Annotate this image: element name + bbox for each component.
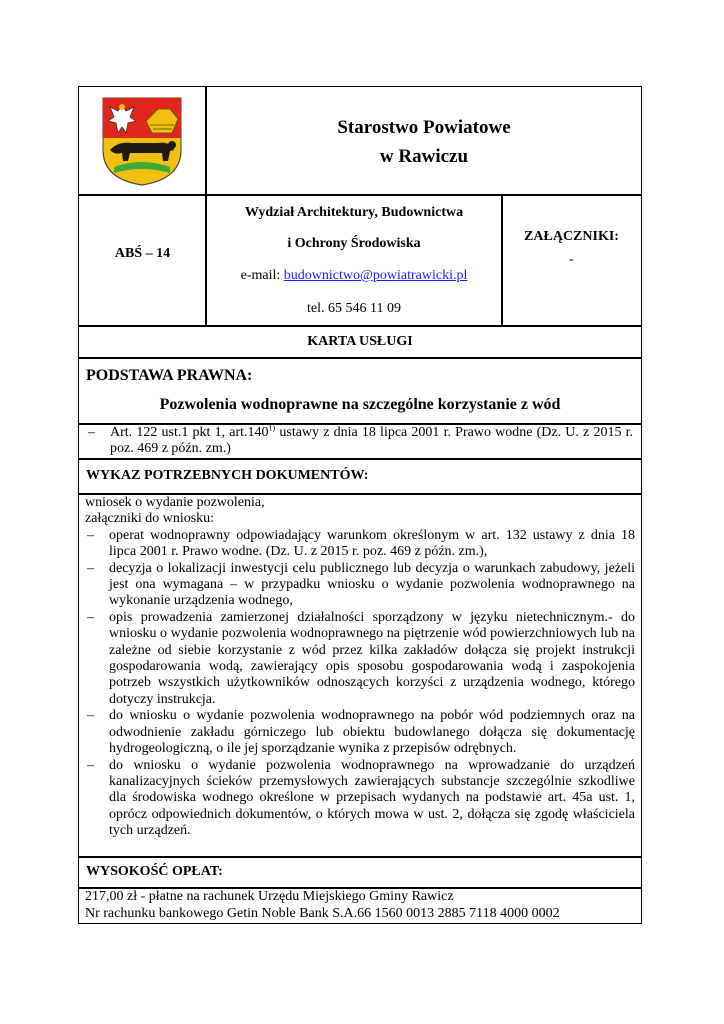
document-item: – operat wodnoprawny odpowiadający warunkom określonym w art. 132 ustawy z dnia 18 lipca 2001 r. Prawo wodne. (Dz. U. z 2015 r. poz. 469 z późn. zm.), (85, 528, 635, 561)
department-name-line2: i Ochrony Środowiska (287, 236, 421, 251)
email-prefix: e-mail: (240, 268, 284, 283)
documents-list (85, 495, 635, 840)
legal-basis-heading: PODSTAWA PRAWNA: (86, 367, 253, 384)
office-name-line1: Starostwo Powiatowe (337, 117, 511, 138)
department-phone: tel. 65 546 11 09 (307, 301, 401, 316)
karta-uslugi-title: KARTA USŁUGI (307, 334, 413, 349)
fees-bank-account: Nr rachunku bankowego Getin Noble Bank S.A.66 1560 0013 2885 7118 4000 0002 (85, 906, 560, 921)
fees-heading: WYSOKOŚĆ OPŁAT: (86, 864, 223, 879)
attachments-value: - (569, 252, 574, 267)
email-link[interactable]: budownictwo@powiatrawicki.pl (283, 268, 468, 283)
document-item: – decyzja o lokalizacji inwestycji celu publicznego lub decyzja o warunkach zabudowy, jeżeli jest ona wymagana – w przypadku wniosku o wydanie pozwolenia wodnoprawnego na wykonanie urządzenia wodnego, (85, 561, 635, 610)
fees-amount: 217,00 zł - płatne na rachunek Urzędu Miejskiego Gminy Rawicz (85, 889, 454, 904)
legal-article-footnote: 1) (268, 423, 276, 433)
attachments-label: ZAŁĄCZNIKI: (524, 229, 619, 244)
legal-article-item (86, 425, 633, 458)
documents-intro-line1: wniosek o wydanie pozwolenia, (85, 495, 265, 510)
document-item: – do wniosku o wydanie pozwolenia wodnoprawnego na pobór wód podziemnych oraz na odwodnienie zakładu górniczego lub obiektu budowlanego dołącza się dokumentację hydrogeologiczną, o ile jej sporządzanie wynika z przepisów odrębnych. (85, 708, 635, 757)
header-title-cell (205, 86, 642, 196)
document-item: – opis prowadzenia zamierzonej działalności sporządzony w języku nietechnicznym.- do wniosku o wydanie pozwolenia wodnoprawnego na piętrzenie wód powierzchniowych lub na zależne od siebie korzystanie z wód przez kilka zakładów dołącza się projekt instrukcji gospodarowania wodą, zawierający opis sposobu gospodarowania wodą i zaspokojenia potrzeb wszystkich użytkowników odnoszących korzyści z urządzenia wodnego, którego dotyczy instrukcja. (85, 610, 635, 708)
documents-intro-line2: załączniki do wniosku: (85, 511, 215, 527)
legal-article-text-b: ustawy z dnia 18 lipca 2001 r. Prawo wodne (Dz. U. z 2015 r. poz. 469 z późn. zm.) (110, 425, 634, 457)
legal-basis-subtitle: Pozwolenia wodnoprawne na szczególne korzystanie z wód (159, 396, 561, 413)
office-name-line2: w Rawiczu (379, 146, 469, 167)
legal-article-text-a: Art. 122 ust.1 pkt 1, art.140 (110, 425, 269, 440)
coat-of-arms-icon (100, 95, 184, 187)
department-name-line1: Wydział Architektury, Budownictwa (244, 205, 464, 220)
document-item: – do wniosku o wydanie pozwolenia wodnoprawnego na wprowadzanie do urządzeń kanalizacyjnych ścieków przemysłowych zawierających substancje szczególnie szkodliwe dla środowiska wodnego określone w przepisach wydanych na podstawie art. 45a ust. 1, oprócz odpowiednich dokumentów, o których mowa w ust. 2, dołącza się zgodę właściciela tych urządzeń. (85, 758, 635, 840)
service-code: ABŚ – 14 (114, 246, 171, 261)
documents-heading: WYKAZ POTRZEBNYCH DOKUMENTÓW: (86, 468, 369, 483)
department-email (206, 268, 502, 284)
